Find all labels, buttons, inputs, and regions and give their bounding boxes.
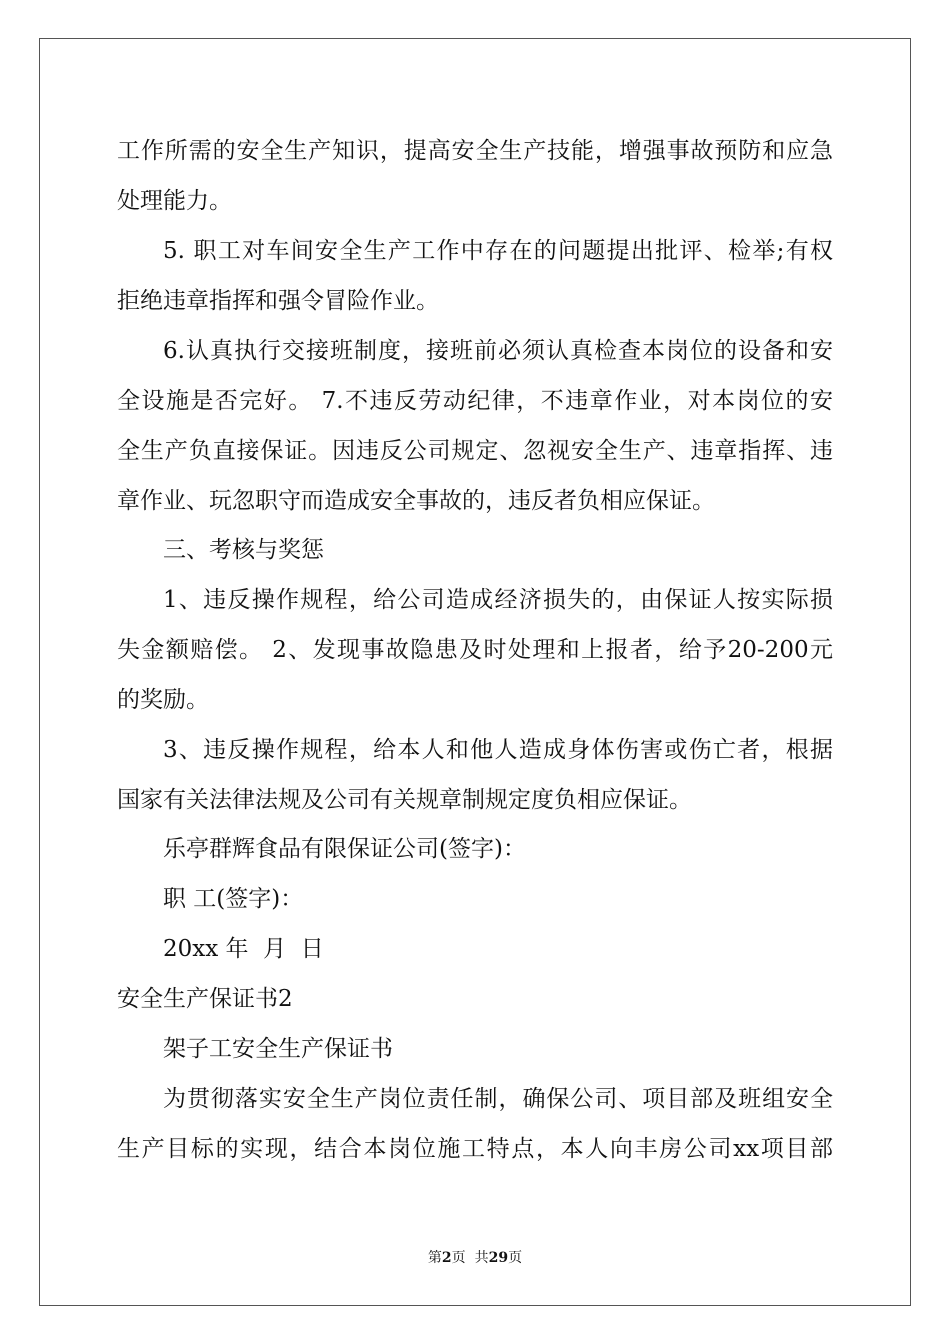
text-line: 拒绝违章指挥和强令冒险作业。: [117, 288, 439, 314]
section-heading: 三、考核与奖惩: [163, 537, 324, 563]
footer-total-pages: 29: [488, 1250, 509, 1266]
footer-suffix: 页: [508, 1250, 523, 1266]
text-line: 3、违反操作规程，给本人和他人造成身体伤害或伤亡者，根据: [163, 737, 833, 763]
signature-employee: 职 工(签字)：: [163, 886, 304, 912]
footer-mid: 页 共: [451, 1250, 489, 1266]
footer-prefix: 第: [427, 1250, 442, 1266]
text-line: 处理能力。: [117, 188, 232, 214]
text-line: 工作所需的安全生产知识，提高安全生产技能，增强事故预防和应急: [117, 138, 833, 164]
text-line: 的奖励。: [117, 687, 209, 713]
footer-page-number: 2: [441, 1250, 452, 1266]
document-subheading: 架子工安全生产保证书: [163, 1036, 393, 1062]
signature-company: 乐亭群辉食品有限保证公司(签字)：: [163, 836, 526, 862]
text-line: 6.认真执行交接班制度，接班前必须认真检查本岗位的设备和安: [163, 338, 833, 364]
text-line: 生产目标的实现，结合本岗位施工特点，本人向丰房公司xx项目部: [117, 1136, 833, 1162]
page-border: [39, 38, 911, 1306]
text-line: 全生产负直接保证。因违反公司规定、忽视安全生产、违章指挥、违: [117, 438, 833, 464]
document-heading: 安全生产保证书2: [117, 986, 293, 1012]
signature-date: 20xx 年 月 日: [163, 936, 324, 962]
text-line: 5. 职工对车间安全生产工作中存在的问题提出批评、检举;有权: [163, 238, 833, 264]
text-line: 为贯彻落实安全生产岗位责任制，确保公司、项目部及班组安全: [163, 1086, 833, 1112]
text-line: 国家有关法律法规及公司有关规章制规定度负相应保证。: [117, 787, 692, 813]
text-line: 1、违反操作规程，给公司造成经济损失的，由保证人按实际损: [163, 587, 833, 613]
page-footer: [0, 1247, 950, 1267]
text-line: 章作业、玩忽职守而造成安全事故的，违反者负相应保证。: [117, 488, 715, 514]
text-line: 失金额赔偿。 2、发现事故隐患及时处理和上报者，给予20-200元: [117, 637, 833, 663]
text-line: 全设施是否完好。 7.不违反劳动纪律，不违章作业，对本岗位的安: [117, 388, 833, 414]
